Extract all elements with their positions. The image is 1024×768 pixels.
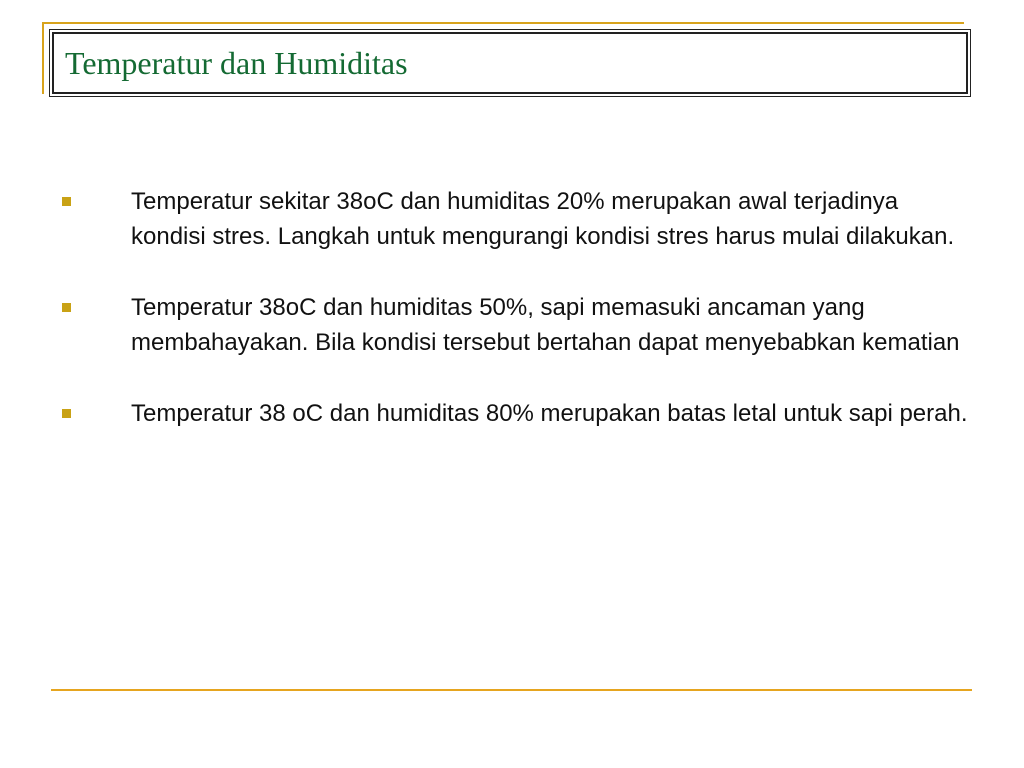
bullet-text: Temperatur 38 oC dan humiditas 80% merupakan batas letal untuk sapi perah. [131, 400, 968, 427]
footer-divider [51, 689, 972, 691]
title-accent-line-left [42, 22, 44, 94]
bullet-item [62, 396, 972, 431]
title-frame [49, 29, 971, 97]
bullet-item [62, 184, 972, 254]
title-frame-inner [52, 32, 968, 94]
bullet-text: Temperatur sekitar 38oC dan humiditas 20% merupakan awal terjadinya kondisi stres. Langkah untuk mengurangi kondisi stres harus mulai dilakukan. [131, 188, 955, 250]
slide-title: Temperatur dan Humiditas [65, 45, 408, 81]
title-accent-line-top [42, 22, 964, 24]
square-bullet-icon [62, 303, 71, 312]
bullet-text: Temperatur 38oC dan humiditas 50%, sapi memasuki ancaman yang membahayakan. Bila kondisi tersebut bertahan dapat menyebabkan kematian [131, 294, 960, 356]
bullet-item [62, 290, 972, 360]
square-bullet-icon [62, 197, 71, 206]
bullet-list [62, 184, 972, 431]
square-bullet-icon [62, 409, 71, 418]
